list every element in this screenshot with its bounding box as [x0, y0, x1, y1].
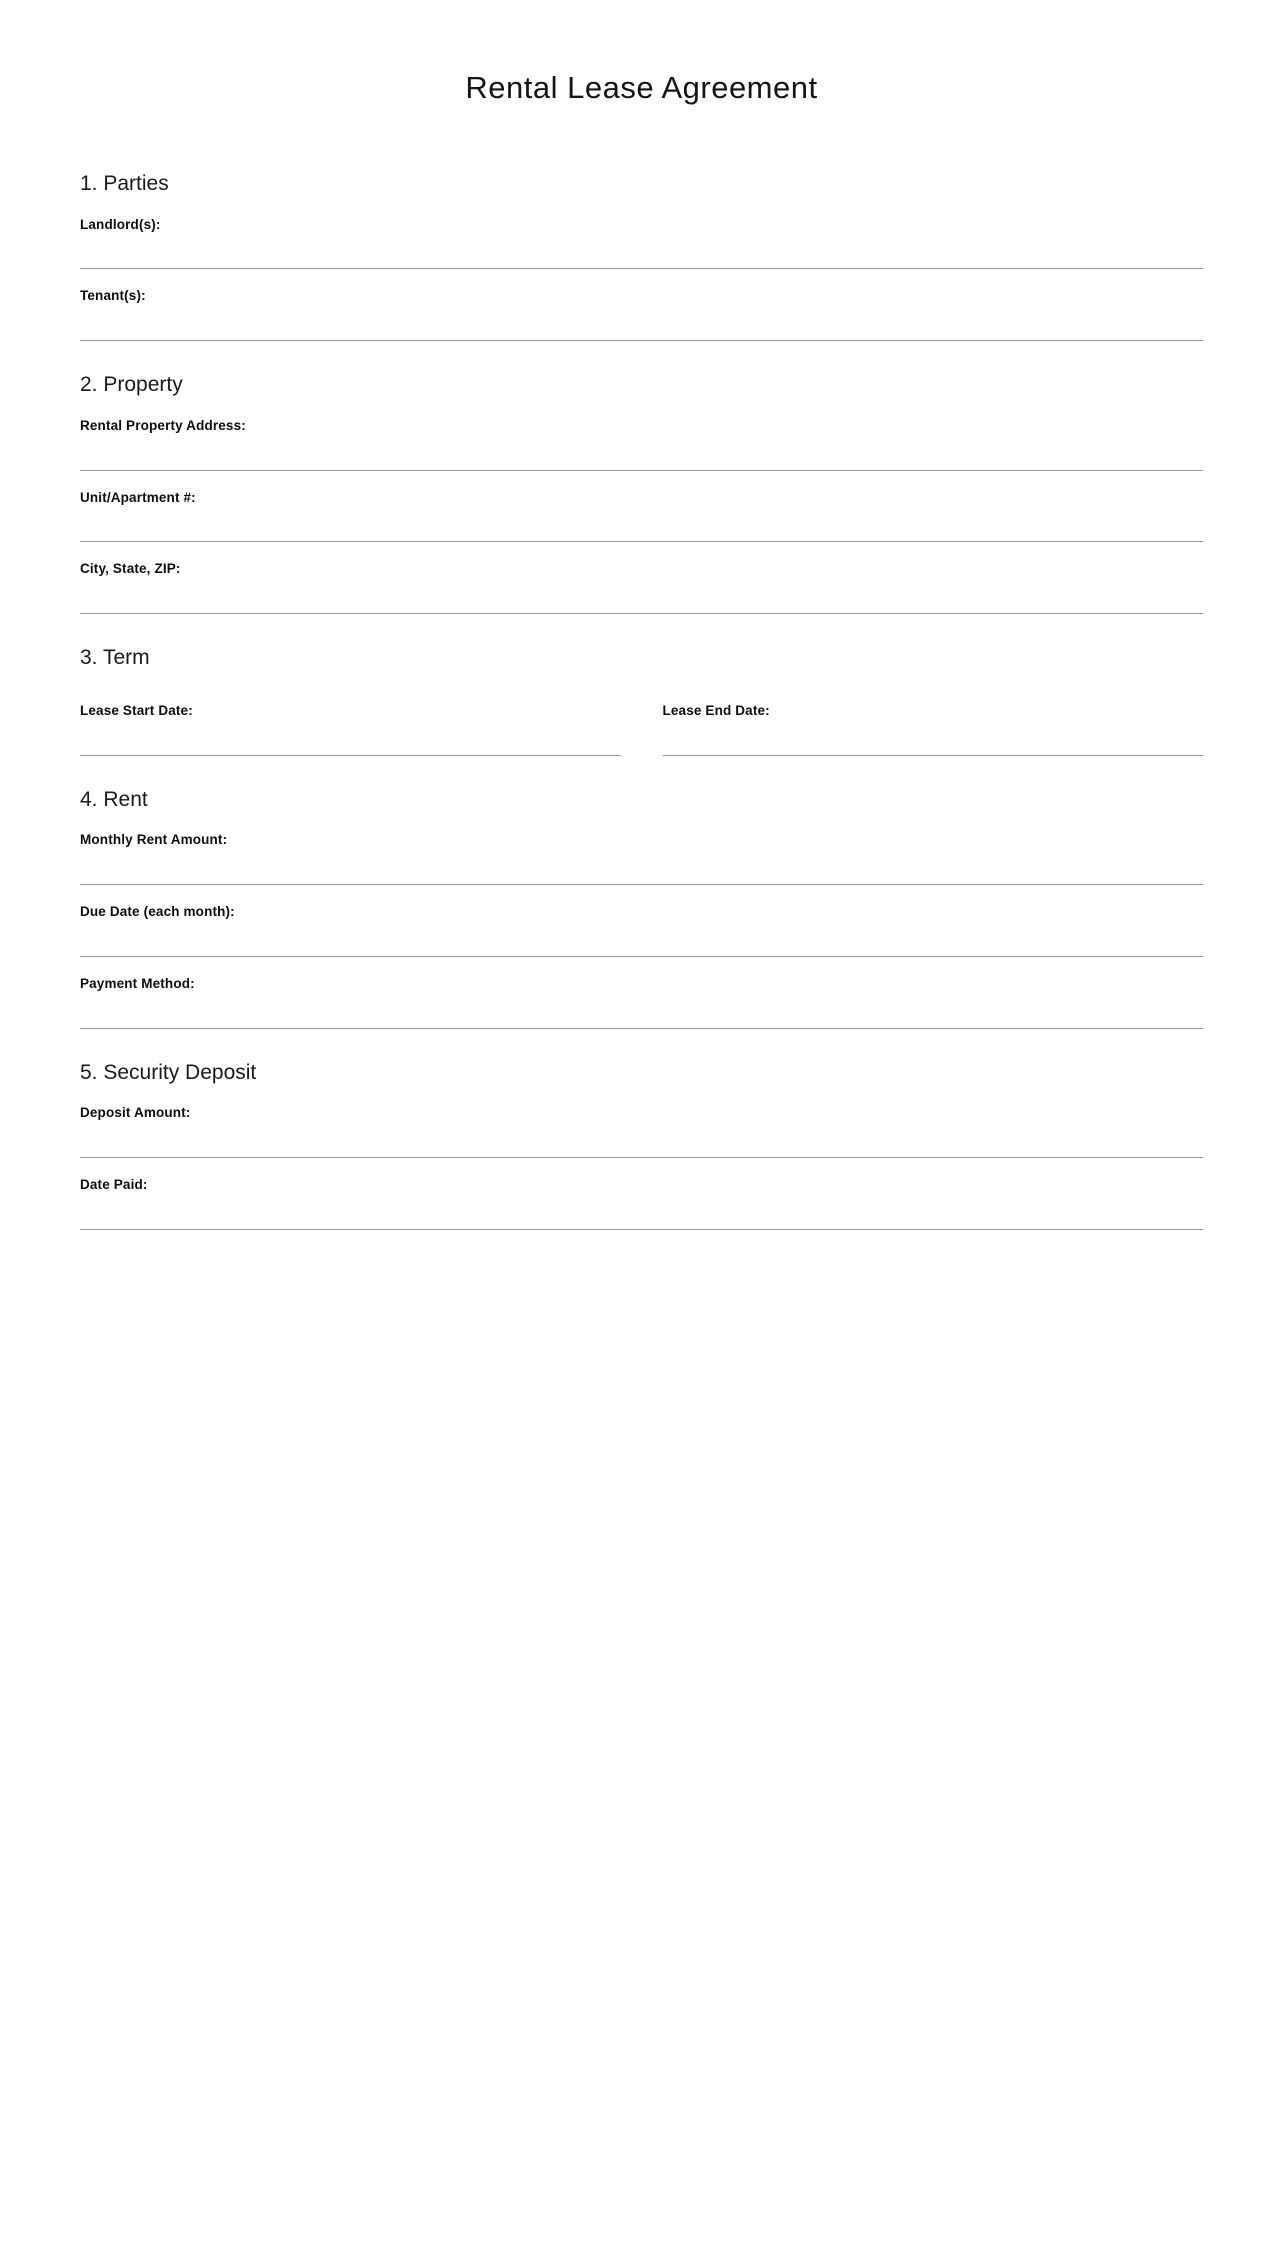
- section-term: [80, 644, 1203, 755]
- field-unit-apartment: [80, 489, 1203, 543]
- field-rental-property-address: [80, 417, 1203, 471]
- field-label-monthly-rent-amount: Monthly Rent Amount:: [80, 831, 228, 847]
- field-row-lease-dates: [80, 702, 1203, 756]
- field-input-due-date[interactable]: [80, 926, 1203, 957]
- field-label-lease-start-date: Lease Start Date:: [80, 702, 193, 718]
- section-heading-term: 3. Term: [80, 646, 150, 670]
- field-label-rental-property-address: Rental Property Address:: [80, 417, 246, 433]
- field-input-unit-apartment[interactable]: [80, 511, 1203, 542]
- section-security-deposit: [80, 1059, 1203, 1230]
- field-label-date-paid: Date Paid:: [80, 1176, 148, 1192]
- section-heading-rent: 4. Rent: [80, 787, 148, 811]
- section-heading-property: 2. Property: [80, 373, 183, 397]
- field-payment-method: [80, 975, 1203, 1029]
- field-tenants: [80, 287, 1203, 341]
- field-label-city-state-zip: City, State, ZIP:: [80, 561, 181, 577]
- field-lease-end-date: [663, 702, 1204, 756]
- field-input-tenants[interactable]: [80, 310, 1203, 341]
- field-deposit-amount: [80, 1104, 1203, 1158]
- section-heading-security-deposit: 5. Security Deposit: [80, 1060, 257, 1084]
- field-landlords: [80, 216, 1203, 270]
- field-label-deposit-amount: Deposit Amount:: [80, 1104, 191, 1120]
- field-label-payment-method: Payment Method:: [80, 975, 195, 991]
- field-input-lease-start-date[interactable]: [80, 725, 621, 756]
- field-lease-start-date: [80, 702, 621, 756]
- field-input-lease-end-date[interactable]: [663, 725, 1204, 756]
- field-label-unit-apartment: Unit/Apartment #:: [80, 489, 196, 505]
- field-city-state-zip: [80, 560, 1203, 614]
- section-rent: [80, 786, 1203, 1029]
- section-property: [80, 371, 1203, 614]
- section-heading-parties: 1. Parties: [80, 172, 169, 196]
- field-input-deposit-amount[interactable]: [80, 1127, 1203, 1158]
- field-label-landlords: Landlord(s):: [80, 216, 161, 232]
- section-parties: [80, 170, 1203, 341]
- field-input-date-paid[interactable]: [80, 1199, 1203, 1230]
- field-input-monthly-rent-amount[interactable]: [80, 854, 1203, 885]
- field-label-lease-end-date: Lease End Date:: [662, 702, 770, 718]
- field-monthly-rent-amount: [80, 831, 1203, 885]
- field-label-due-date: Due Date (each month):: [80, 903, 235, 919]
- field-due-date: [80, 903, 1203, 957]
- field-input-landlords[interactable]: [80, 238, 1203, 269]
- field-input-city-state-zip[interactable]: [80, 583, 1203, 614]
- field-label-tenants: Tenant(s):: [80, 288, 146, 304]
- page-title: Rental Lease Agreement: [465, 70, 818, 105]
- field-input-payment-method[interactable]: [80, 998, 1203, 1029]
- field-date-paid: [80, 1176, 1203, 1230]
- field-input-rental-property-address[interactable]: [80, 440, 1203, 471]
